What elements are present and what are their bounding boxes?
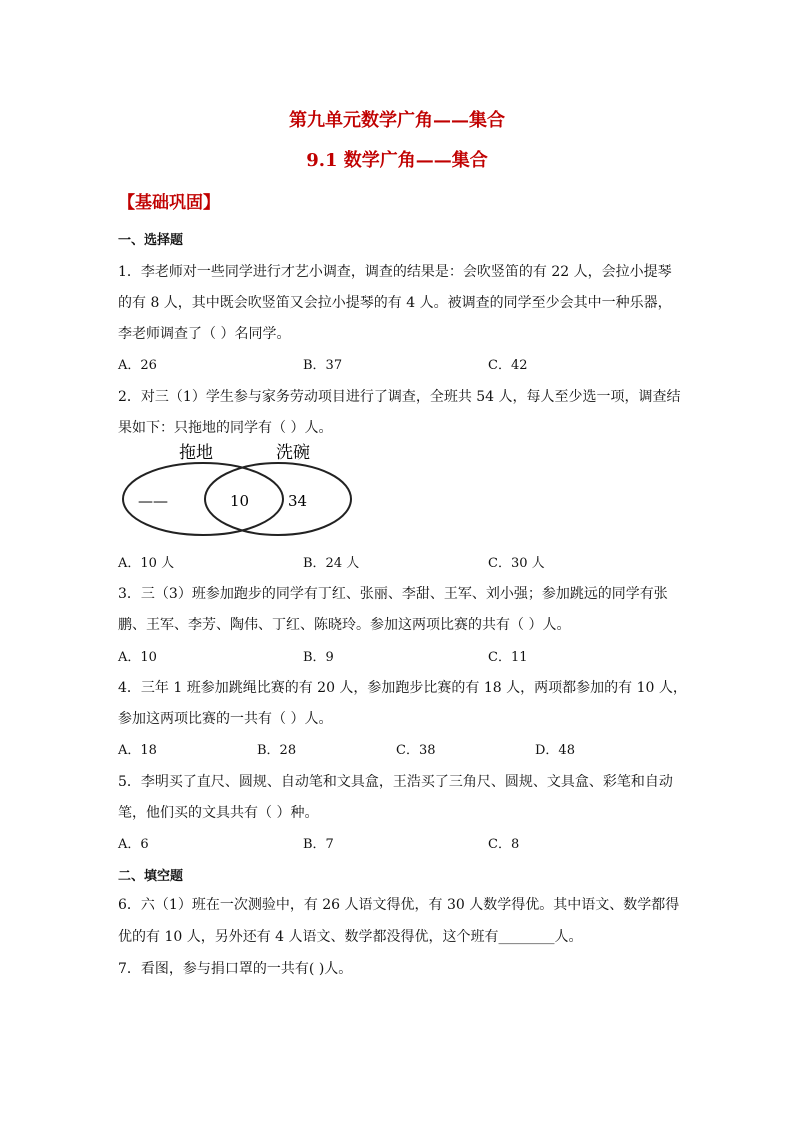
question-line: 笔，他们买的文具共有（ ）种。: [118, 805, 319, 821]
question-line: 优的有 10 人，另外还有 4 人语文、数学都没得优，这个班有________人。: [118, 929, 583, 945]
option-c: C．11: [488, 650, 528, 665]
option-b: B．7: [303, 837, 334, 852]
part1-heading: 一、选择题: [118, 233, 184, 248]
part2-heading: 二、填空题: [118, 869, 184, 884]
option-d: D．48: [535, 743, 575, 758]
option-a: A．10 人: [118, 556, 175, 571]
question-line: 的有 8 人，其中既会吹竖笛又会拉小提琴的有 4 人。被调查的同学至少会其中一种乐器，: [118, 295, 672, 311]
option-c: C．8: [488, 837, 520, 852]
option-c: C．42: [488, 358, 528, 373]
option-c: C．38: [396, 743, 436, 758]
question-line: 参加这两项比赛的一共有（ ）人。: [118, 711, 333, 727]
question-line: 1．李老师对一些同学进行才艺小调查，调查的结果是：会吹竖笛的有 22 人，会拉小提琴: [118, 264, 672, 280]
venn-left-label: 拖地: [179, 443, 213, 463]
question-line: 李老师调查了（ ）名同学。: [118, 326, 291, 342]
page-subtitle: 9.1 数学广角——集合: [306, 150, 488, 171]
option-b: B．28: [257, 743, 297, 758]
venn-right-only-value: 34: [288, 492, 308, 510]
option-c: C．30 人: [488, 556, 545, 571]
question-line: 5．李明买了直尺、圆规、自动笔和文具盒，王浩买了三角尺、圆规、文具盒、彩笔和自动: [118, 774, 673, 790]
venn-right-label: 洗碗: [276, 443, 310, 463]
question-line: 鹏、王军、李芳、陶伟、丁红、陈晓玲。参加这两项比赛的共有（ ）人。: [118, 617, 571, 633]
option-a: A．26: [118, 358, 157, 373]
venn-blank: ——: [138, 492, 168, 510]
option-b: B．24 人: [303, 556, 360, 571]
question-line: 2．对三（1）学生参与家务劳动项目进行了调查，全班共 54 人，每人至少选一项，调查结: [118, 389, 681, 405]
section-heading: 【基础巩固】: [118, 193, 220, 213]
question-line: 果如下：只拖地的同学有（ ）人。: [118, 420, 333, 436]
venn-diagram: [118, 440, 358, 540]
question-line: 3．三（3）班参加跑步的同学有丁红、张丽、李甜、王军、刘小强；参加跳远的同学有张: [118, 586, 668, 602]
venn-right-circle: [205, 463, 351, 535]
venn-intersection-value: 10: [230, 492, 250, 510]
option-a: A．6: [118, 837, 149, 852]
question-line: 7．看图，参与捐口罩的一共有( )人。: [118, 961, 353, 977]
question-line: 4．三年 1 班参加跳绳比赛的有 20 人，参加跑步比赛的有 18 人，两项都参加的有 10 人，: [118, 680, 687, 696]
option-b: B．9: [303, 650, 334, 665]
question-line: 6．六（1）班在一次测验中，有 26 人语文得优，有 30 人数学得优。其中语文、数学都得: [118, 897, 680, 913]
option-a: A．10: [118, 650, 157, 665]
page-title: 第九单元数学广角——集合: [289, 110, 505, 131]
option-b: B．37: [303, 358, 343, 373]
option-a: A．18: [118, 743, 157, 758]
